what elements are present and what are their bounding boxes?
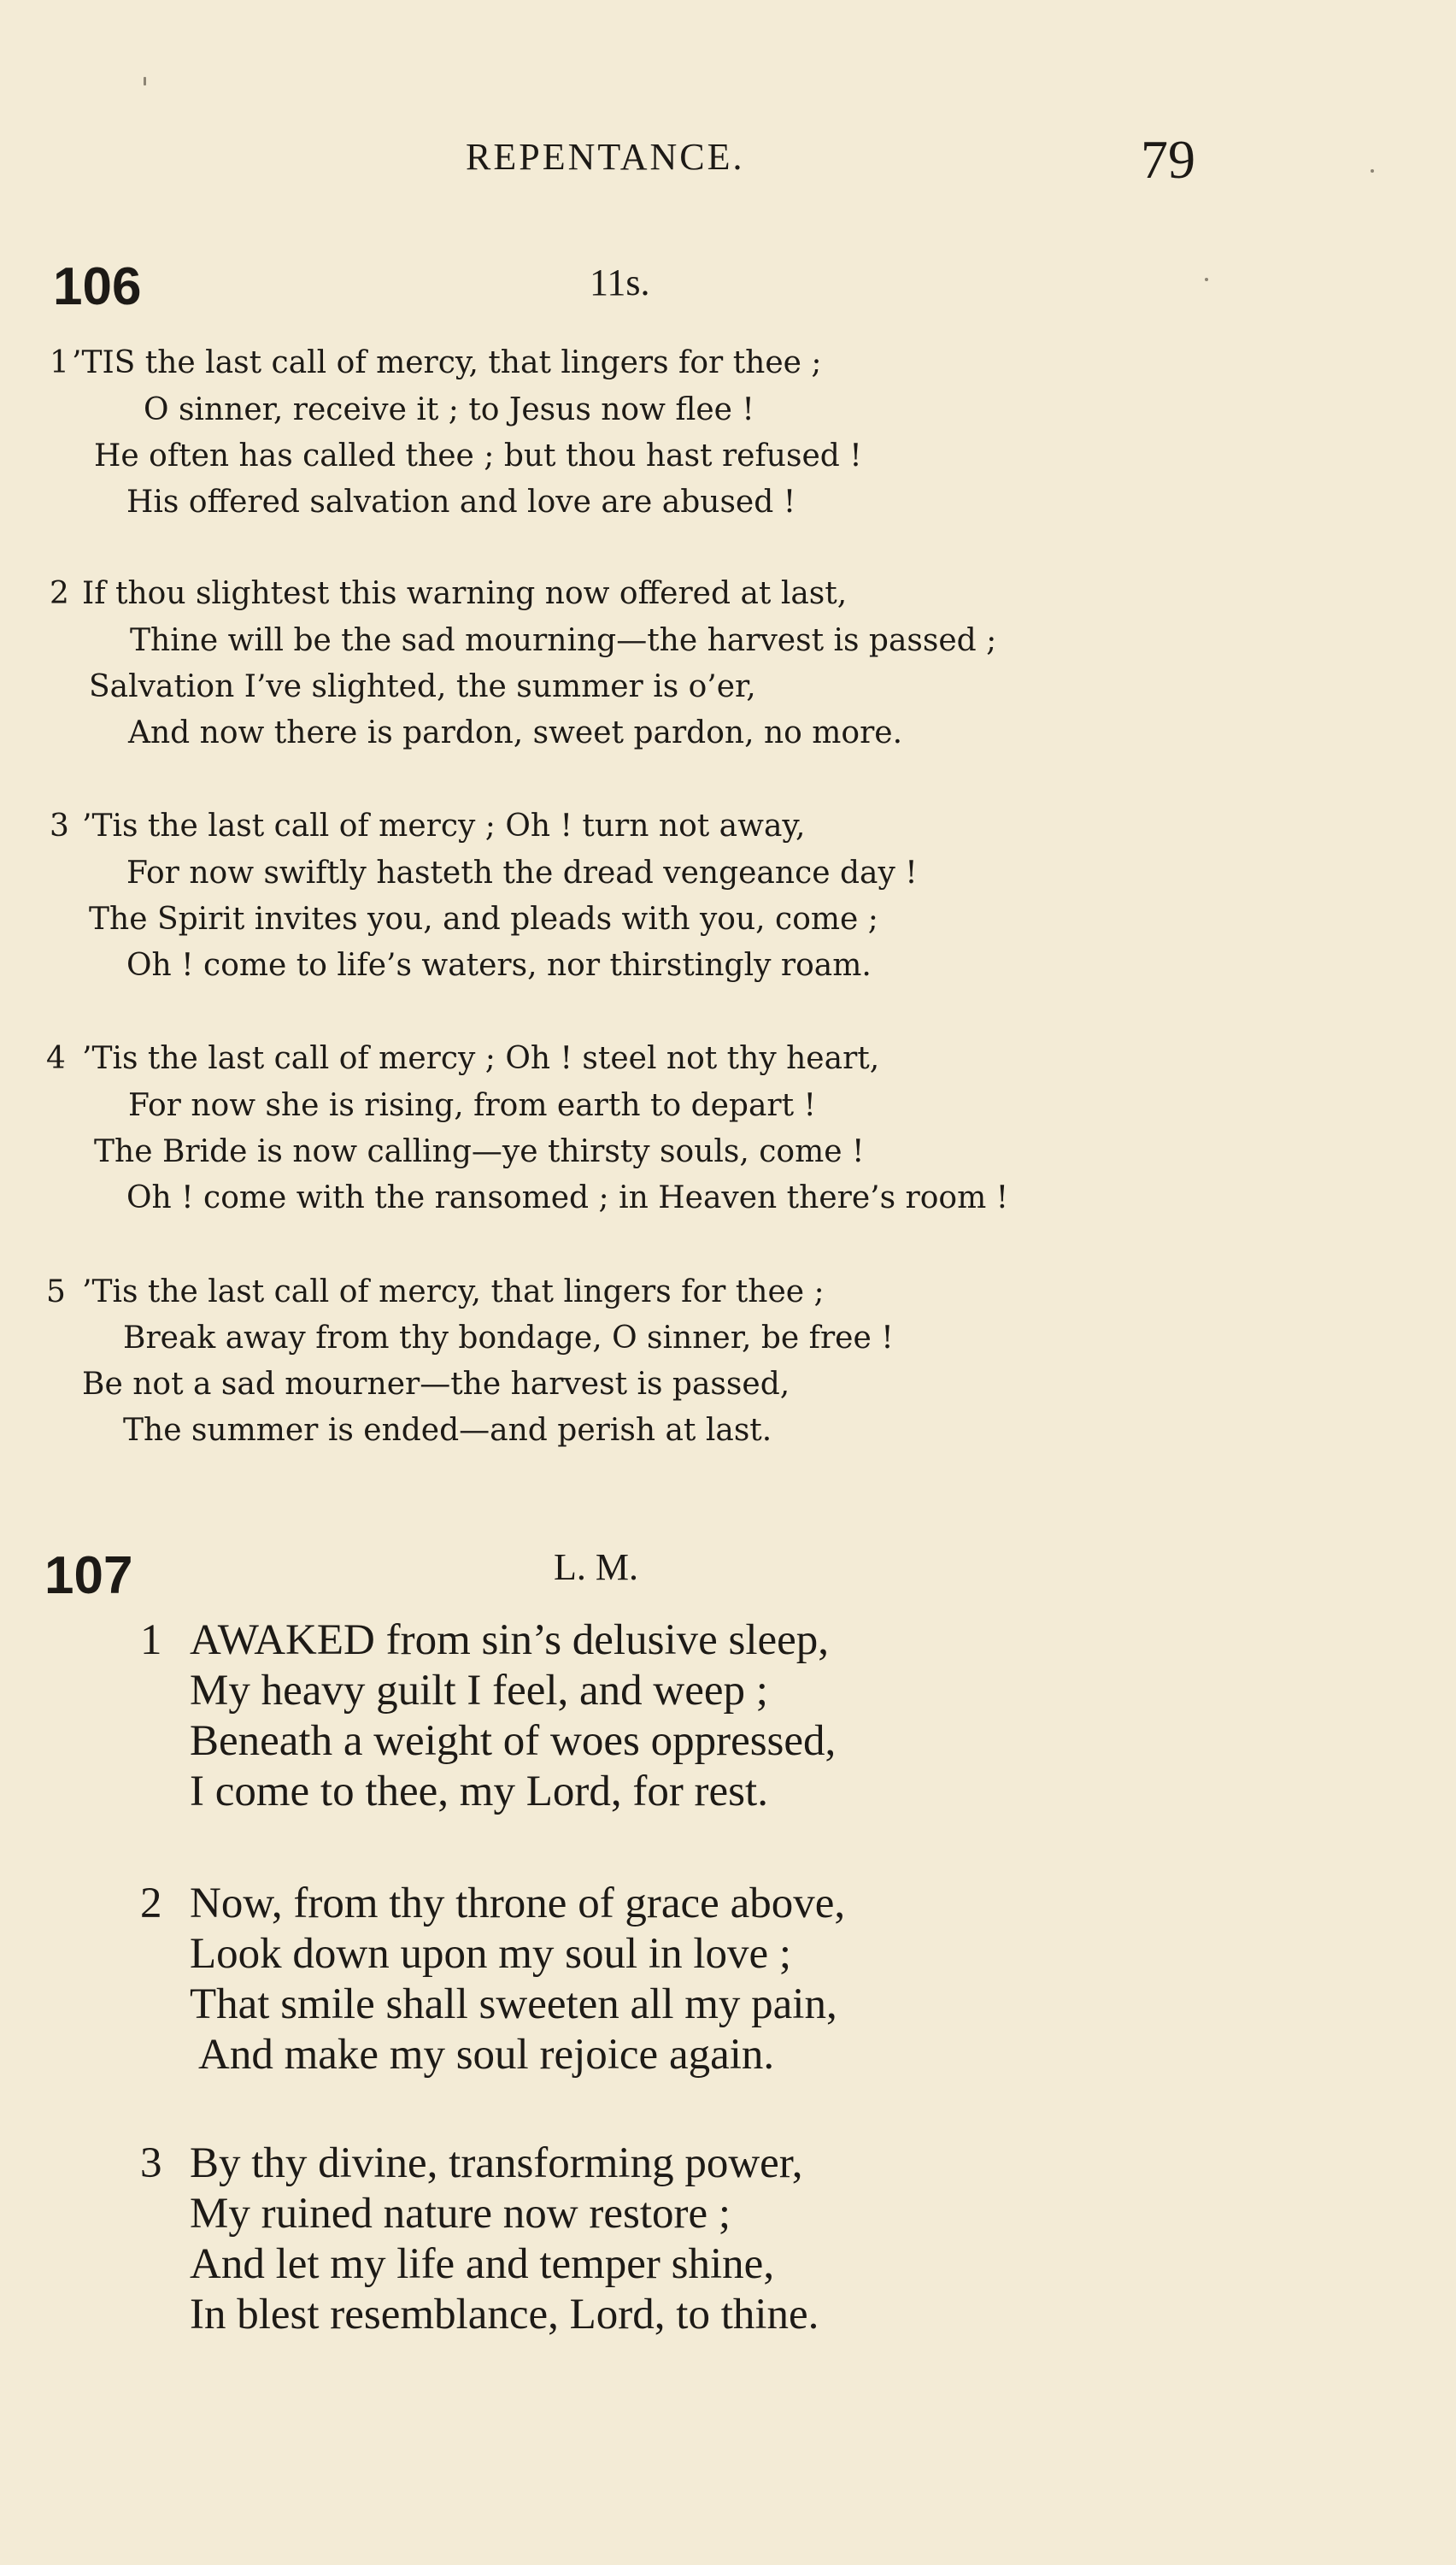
hymn-number: 107: [44, 1546, 133, 1605]
verse-line: ’TIS the last call of mercy, that lingers for thee ;: [72, 345, 822, 380]
verse-line: ’Tis the last call of mercy ; Oh ! turn not away,: [82, 809, 806, 844]
verse-line: AWAKED from sin’s delusive sleep,: [190, 1616, 830, 1664]
verse-line: For now swiftly hasteth the dread vengeance day !: [126, 856, 918, 891]
verse-line: The summer is ended—and perish at last.: [123, 1413, 772, 1448]
verse-number: 2: [140, 1880, 162, 1927]
verse-line: For now she is rising, from earth to depart !: [128, 1088, 817, 1123]
verse-line: Look down upon my soul in love ;: [190, 1930, 792, 1978]
verse-line: By thy divine, transforming power,: [190, 2139, 803, 2187]
verse-line: Thine will be the sad mourning—the harvest is passed ;: [130, 623, 997, 658]
verse-number: 3: [140, 2139, 162, 2187]
paper-speck: [1205, 278, 1208, 281]
verse-line: Break away from thy bondage, O sinner, be free !: [123, 1321, 894, 1356]
running-title: REPENTANCE.: [466, 136, 745, 178]
verse-line: ’Tis the last call of mercy ; Oh ! steel not thy heart,: [82, 1041, 880, 1076]
verse-line: That smile shall sweeten all my pain,: [190, 1980, 837, 2028]
verse-line: And make my soul rejoice again.: [198, 2031, 775, 2079]
verse-line: Oh ! come with the ransomed ; in Heaven there’s room !: [126, 1180, 1009, 1215]
verse-line: Beneath a weight of woes oppressed,: [190, 1717, 837, 1765]
paper-speck: [1371, 169, 1374, 173]
hymn-number: 106: [53, 257, 142, 316]
verse-line: Now, from thy throne of grace above,: [190, 1880, 846, 1927]
verse-line: And let my life and temper shine,: [190, 2240, 775, 2288]
verse-number: 3: [50, 809, 69, 844]
verse-number: 4: [46, 1041, 66, 1076]
verse-line: In blest resemblance, Lord, to thine.: [190, 2291, 819, 2339]
verse-number: 1: [50, 345, 69, 380]
hymn-meter: L. M.: [554, 1546, 638, 1588]
verse-line: Be not a sad mourner—the harvest is passed,: [82, 1367, 790, 1402]
verse-line: ’Tis the last call of mercy, that lingers for thee ;: [82, 1274, 825, 1309]
verse-line: His offered salvation and love are abused !: [126, 485, 796, 520]
verse-number: 1: [140, 1616, 162, 1664]
verse-line: He often has called thee ; but thou hast refused !: [94, 438, 862, 474]
verse-line: The Spirit invites you, and pleads with you, come ;: [89, 902, 878, 937]
verse-line: My ruined nature now restore ;: [190, 2190, 731, 2238]
verse-line: If thou slightest this warning now offered at last,: [82, 576, 848, 611]
verse-number: 2: [50, 576, 69, 611]
verse-line: O sinner, receive it ; to Jesus now flee !: [144, 392, 754, 427]
hymn-meter: 11s.: [590, 262, 650, 303]
verse-line: I come to thee, my Lord, for rest.: [190, 1768, 768, 1815]
verse-line: Salvation I’ve slighted, the summer is o’er,: [89, 669, 756, 704]
verse-number: 5: [46, 1274, 66, 1309]
paper-speck: [144, 77, 146, 85]
verse-line: Oh ! come to life’s waters, nor thirstingly roam.: [126, 948, 872, 983]
verse-line: The Bride is now calling—ye thirsty souls, come !: [94, 1134, 865, 1169]
verse-line: And now there is pardon, sweet pardon, no more.: [128, 715, 903, 750]
page-number: 79: [1141, 129, 1195, 190]
verse-line: My heavy guilt I feel, and weep ;: [190, 1667, 768, 1715]
